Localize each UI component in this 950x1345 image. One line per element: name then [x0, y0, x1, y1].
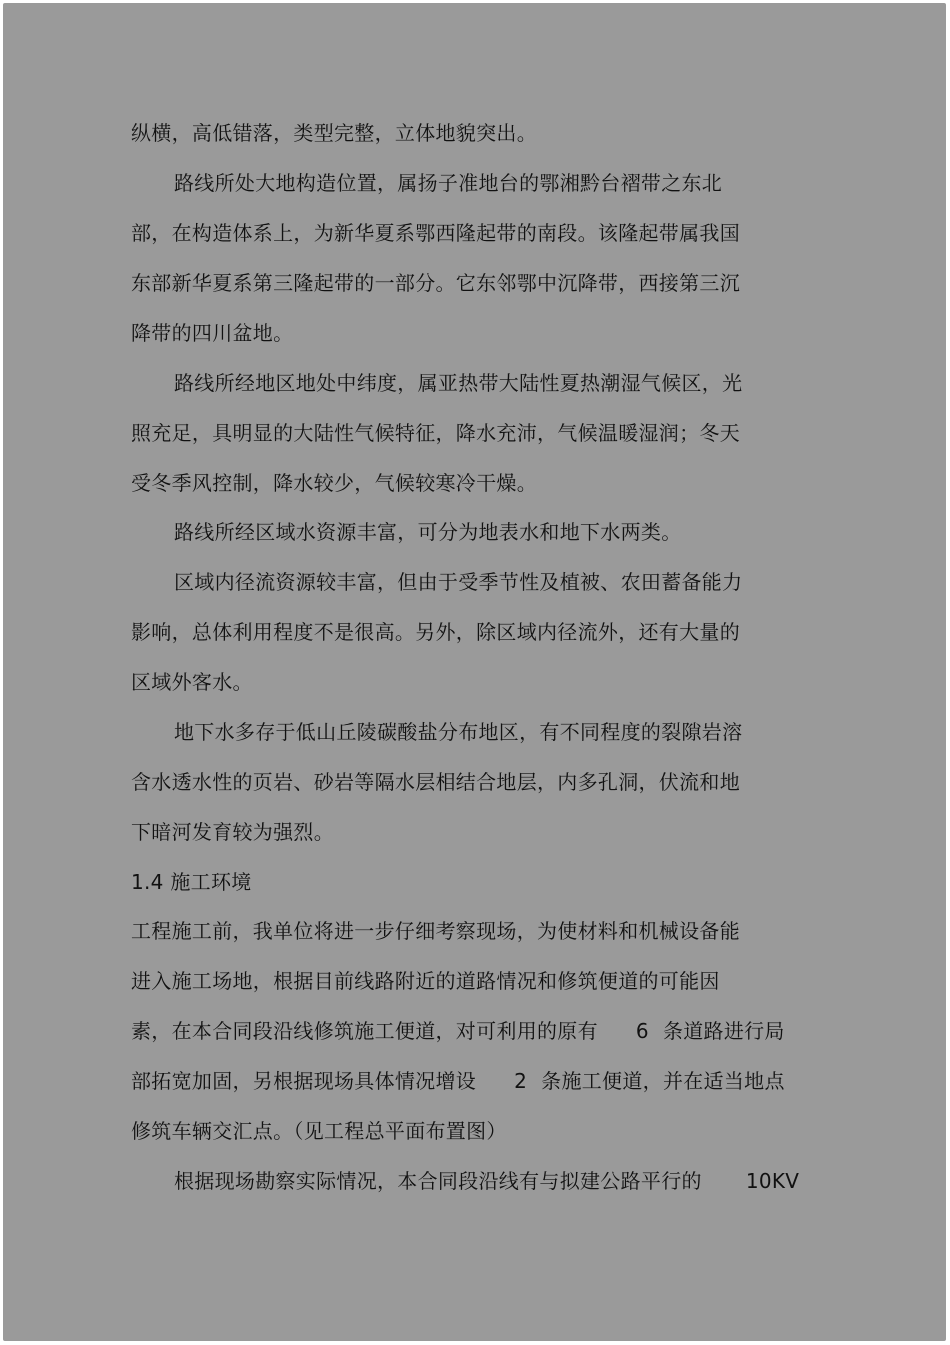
- text-line: 路线所经地区地处中纬度，属亚热带大陆性夏热潮湿气候区，光: [174, 371, 743, 395]
- text-segment: 根据现场勘察实际情况，本合同段沿线有与拟建公路平行的: [174, 1169, 702, 1193]
- text-line: 区域外客水。: [131, 670, 253, 694]
- text-line: 照充足，具明显的大陆性气候特征，降水充沛，气候温暖湿润；冬天: [131, 421, 740, 445]
- text-line: 进入施工场地，根据目前线路附近的道路情况和修筑便道的可能因: [131, 969, 720, 993]
- text-line: 东部新华夏系第三隆起带的一部分。它东邻鄂中沉降带，西接第三沉: [131, 271, 740, 295]
- text-segment: 条道路进行局: [662, 1019, 785, 1043]
- text-line: 工程施工前，我单位将进一步仔细考察现场，为使材料和机械设备能: [131, 919, 740, 943]
- text-line: [131, 1019, 785, 1043]
- number-text: 6: [635, 1019, 649, 1043]
- text-line: 下暗河发育较为强烈。: [131, 820, 334, 844]
- number-text: 10KV: [745, 1169, 800, 1193]
- text-line: 路线所处大地构造位置，属扬子准地台的鄂湘黔台褶带之东北: [174, 171, 723, 195]
- text-line: 受冬季风控制，降水较少，气候较寒冷干燥。: [131, 471, 537, 495]
- text-segment: 部拓宽加固，另根据现场具体情况增设: [131, 1069, 477, 1093]
- text-line: 地下水多存于低山丘陵碳酸盐分布地区，有不同程度的裂隙岩溶: [174, 720, 743, 744]
- text-line: 降带的四川盆地。: [131, 321, 294, 345]
- text-line: 路线所经区域水资源丰富，可分为地表水和地下水两类。: [174, 520, 682, 544]
- text-line: 部，在构造体系上，为新华夏系鄂西隆起带的南段。该隆起带属我国: [131, 221, 740, 245]
- section-heading: 1.4 施工环境: [131, 870, 252, 894]
- text-line: [174, 1169, 799, 1193]
- number-text: 2: [514, 1069, 528, 1093]
- text-line: 影响，总体利用程度不是很高。另外，除区域内径流外，还有大量的: [131, 620, 740, 644]
- text-segment: 素，在本合同段沿线修筑施工便道，对可利用的原有: [131, 1019, 598, 1043]
- text-line: 修筑车辆交汇点。（见工程总平面布置图）: [131, 1119, 507, 1143]
- text-line: [131, 1069, 785, 1093]
- text-line: 含水透水性的页岩、砂岩等隔水层相结合地层，内多孔洞，伏流和地: [131, 770, 740, 794]
- text-line: 纵横，高低错落，类型完整，立体地貌突出。: [131, 121, 537, 145]
- text-line: 区域内径流资源较丰富，但由于受季节性及植被、农田蓄备能力: [174, 570, 743, 594]
- text-segment: 条施工便道，并在适当地点: [541, 1069, 785, 1093]
